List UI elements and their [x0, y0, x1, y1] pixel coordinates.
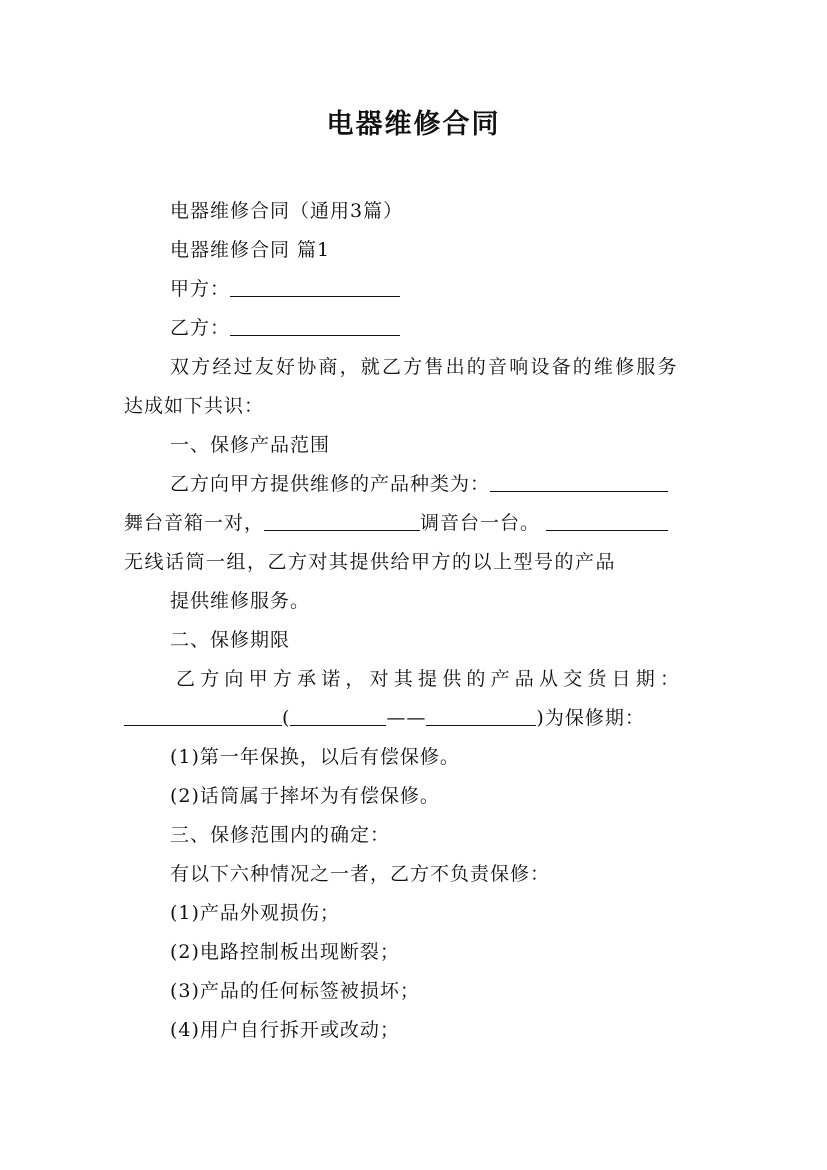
sec3-heading: 三、保修范围内的确定： — [170, 824, 391, 846]
party-a-blank — [230, 278, 400, 297]
sec3-item-4: (4)用户自行拆开或改动； — [170, 1019, 400, 1041]
mic-blank — [546, 512, 668, 531]
sec1-line-2 — [124, 510, 668, 536]
intro-line-2: 达成如下共识： — [124, 395, 265, 417]
sec2-line-2 — [124, 705, 645, 731]
party-a-label: 甲方： — [170, 278, 231, 300]
sec2-line-1: 乙方向甲方承诺，对其提供的产品从交货日期： — [176, 668, 685, 690]
party-b-label: 乙方： — [170, 317, 231, 339]
sec2-heading: 二、保修期限 — [170, 629, 291, 651]
sec3-item-2: (2)电路控制板出现断裂； — [170, 941, 400, 963]
product-type-blank — [490, 473, 668, 492]
end-date-blank — [426, 707, 536, 726]
sec2-line-2c: )为保修期： — [536, 707, 645, 729]
subtitle: 电器维修合同（通用3篇） — [170, 200, 404, 222]
sec1-line-1-text: 乙方向甲方提供维修的产品种类为： — [170, 473, 491, 495]
start-date-blank — [290, 707, 386, 726]
sec2-line-2a: ( — [282, 707, 291, 729]
sec3-item-1: (1)产品外观损伤； — [170, 902, 340, 924]
sec2-item-1: (1)第一年保换，以后有偿保修。 — [170, 746, 460, 768]
sec2-line-2b: —— — [386, 707, 427, 729]
sec1-line-1 — [170, 471, 668, 497]
sec1-line-3: 无线话筒一组，乙方对其提供给甲方的以上型号的产品 — [124, 551, 617, 573]
sec1-line-4: 提供维修服务。 — [170, 590, 311, 612]
intro-line-1: 双方经过友好协商，就乙方售出的音响设备的维修服务 — [170, 356, 679, 378]
sec3-intro: 有以下六种情况之一者，乙方不负责保修： — [170, 863, 551, 885]
sec1-line-2b: 调音台一台。 — [420, 512, 541, 534]
party-b-blank — [230, 317, 400, 336]
sec2-item-2: (2)话筒属于摔坏为有偿保修。 — [170, 785, 440, 807]
party-a-line — [170, 276, 400, 302]
party-b-line — [170, 315, 400, 341]
mixer-blank — [264, 512, 420, 531]
section-heading: 电器维修合同 篇1 — [170, 239, 331, 261]
sec3-item-3: (3)产品的任何标签被损坏； — [170, 980, 420, 1002]
sec1-line-2a: 舞台音箱一对， — [124, 512, 265, 534]
document-title: 电器维修合同 — [326, 109, 501, 140]
sec1-heading: 一、保修产品范围 — [170, 434, 331, 456]
delivery-date-blank — [124, 707, 282, 726]
